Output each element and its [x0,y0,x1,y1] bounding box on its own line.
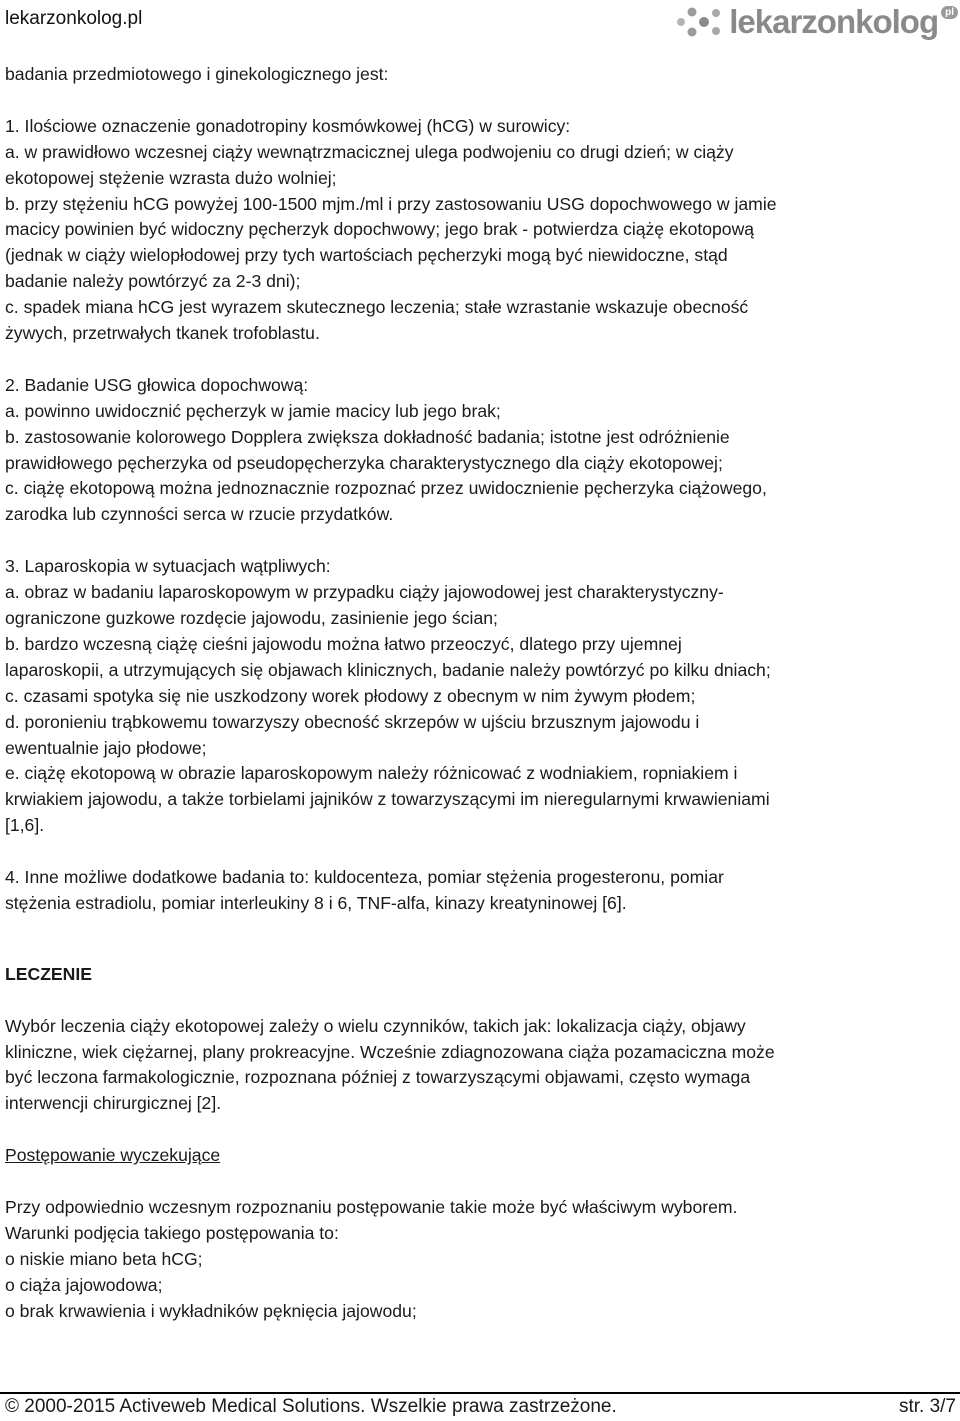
text-line: macicy powinien być widoczny pęcherzyk dopochwowy; jego brak - potwierdza ciążę ekotopową [5,219,755,240]
text-line: (jednak w ciąży wielopłodowej przy tych wartościach pęcherzyki mogą być niewidoczne, stąd [5,245,728,266]
page-footer [0,1392,960,1421]
article-body [5,62,955,1324]
text-line: interwencji chirurgicznej [2]. [5,1093,222,1114]
text-line: Przy odpowiednio wczesnym rozpoznaniu postępowanie takie może być właściwym wyborem. [5,1196,738,1217]
dots-logo-icon [675,4,727,40]
list-heading: 2. Badanie USG głowica dopochwową: [5,374,309,395]
text-line: Wybór leczenia ciąży ekotopowej zależy o wielu czynników, takich jak: lokalizacja ciąży, objawy [5,1015,746,1036]
section-heading: LECZENIE [5,963,92,984]
text-line: a. powinno uwidocznić pęcherzyk w jamie macicy lub jego brak; [5,400,501,421]
text-line: c. czasami spotyka się nie uszkodzony worek płodowy z obecnym w nim żywym płodem; [5,685,696,706]
text-line: Warunki podjęcia takiego postępowania to: [5,1222,339,1243]
logo-badge: pl [941,6,958,19]
text-line: badania przedmiotowego i ginekologicznego jest: [5,64,389,84]
subsection-heading: Postępowanie wyczekujące [5,1145,221,1166]
site-logo[interactable] [675,0,958,44]
list-heading: 3. Laparoskopia w sytuacjach wątpliwych: [5,556,331,577]
text-line: kliniczne, wiek ciężarnej, plany prokreacyjne. Wcześnie zdiagnozowana ciąża pozamaciczna może [5,1041,775,1062]
text-line: b. zastosowanie kolorowego Dopplera zwiększa dokładność badania; istotne jest odróżnienie [5,426,730,447]
list-heading: 1. Ilościowe oznaczenie gonadotropiny kosmówkowej (hCG) w surowicy: [5,115,571,136]
list-item: o ciąża jajowodowa; [5,1274,163,1295]
page-header [0,0,960,46]
list-item: o brak krwawienia i wykładników pęknięcia jajowodu; [5,1300,417,1321]
text-line: badanie należy powtórzyć za 2-3 dni); [5,271,301,292]
text-line: b. bardzo wczesną ciążę cieśni jajowodu można łatwo przeoczyć, dlatego przy ujemnej [5,633,682,654]
text-line: ewentualnie jajo płodowe; [5,737,207,758]
text-line: krwiakiem jajowodu, a także torbielami jajników z towarzyszącymi im nieregularnymi krwawieniami [5,789,770,810]
text-line: d. poronieniu trąbkowemu towarzyszy obecność skrzepów w ujściu brzusznym jajowodu i [5,711,700,732]
text-line: stężenia estradiolu, pomiar interleukiny 8 i 6, TNF-alfa, kinazy kreatyninowej [6]. [5,892,627,913]
text-line: zarodka lub czynności serca w rzucie przydatków. [5,504,394,525]
text-line: laparoskopii, a utrzymujących się objawach klinicznych, badanie należy powtórzyć po kilku dniach; [5,659,771,680]
logo-text: lekarzonkolog [729,3,939,40]
text-line: a. w prawidłowo wczesnej ciąży wewnątrzmacicznej ulega podwojeniu co drugi dzień; w ciąży [5,141,734,162]
text-line: a. obraz w badaniu laparoskopowym w przypadku ciąży jajowodowej jest charakterystyczny- [5,582,724,603]
page-number: str. 3/7 [898,1396,956,1417]
text-line: c. spadek miana hCG jest wyrazem skutecznego leczenia; stałe wzrastanie wskazuje obecność [5,297,749,318]
text-line: być leczona farmakologicznie, rozpoznana później z towarzyszącymi objawami, często wymaga [5,1067,751,1088]
text-line: żywych, przetrwałych tkanek trofoblastu. [5,323,320,344]
text-line: [1,6]. [5,815,45,836]
site-name: lekarzonkolog.pl [5,8,143,29]
text-line: c. ciążę ekotopową można jednoznacznie rozpoznać przez uwidocznienie pęcherzyka ciążowego, [5,478,767,499]
text-line: ekotopowej stężenie wzrasta dużo wolniej; [5,167,337,188]
text-line: e. ciążę ekotopową w obrazie laparoskopowym należy różnicować z wodniakiem, ropniakiem i [5,763,738,784]
text-line: prawidłowego pęcherzyka od pseudopęcherzyka charakterystycznego dla ciąży ekotopowej; [5,452,723,473]
copyright-text: © 2000-2015 Activeweb Medical Solutions. Wszelkie prawa zastrzeżone. [5,1396,617,1417]
text-line: ograniczone guzkowe rozdęcie jajowodu, zasinienie jego ścian; [5,607,498,628]
list-item: o niskie miano beta hCG; [5,1248,203,1269]
list-heading: 4. Inne możliwe dodatkowe badania to: kuldocenteza, pomiar stężenia progesteronu, pomiar [5,867,724,888]
text-line: b. przy stężeniu hCG powyżej 100-1500 mjm./ml i przy zastosowaniu USG dopochwowego w jamie [5,193,777,214]
